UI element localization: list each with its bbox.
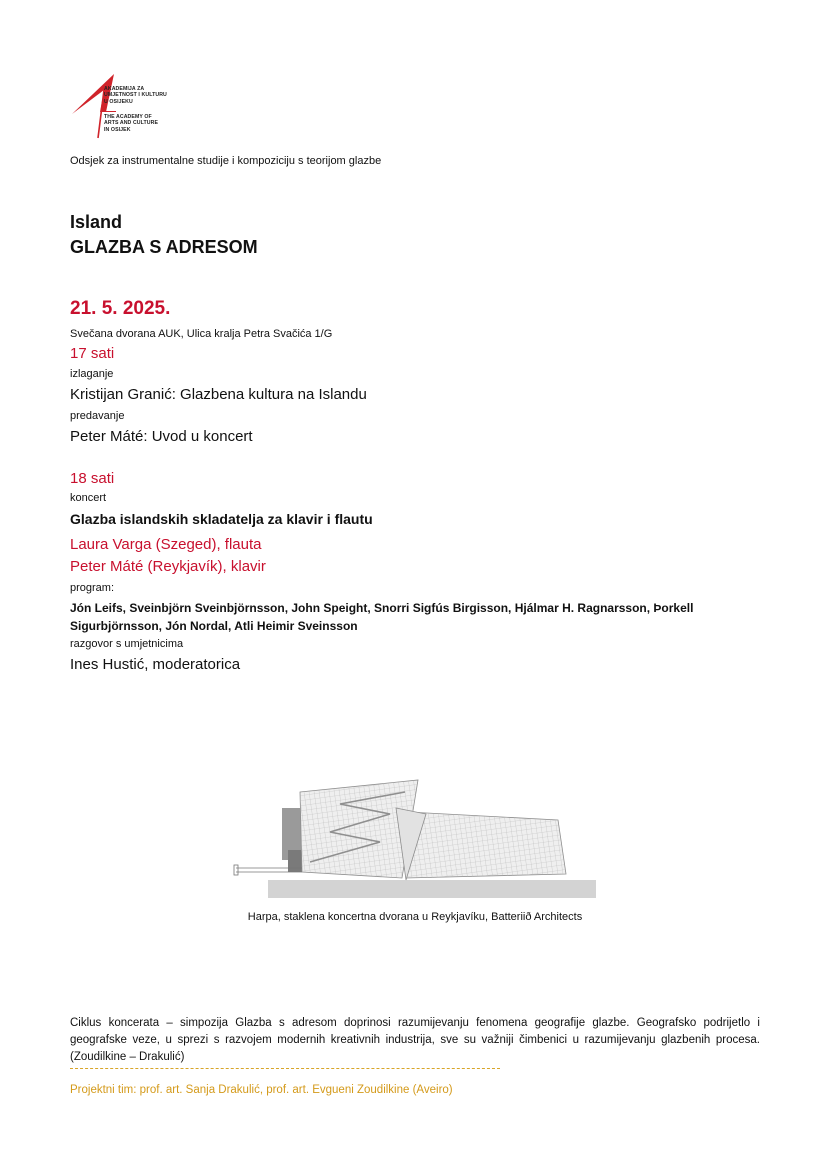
harpa-building-illustration <box>230 770 600 905</box>
label-izlaganje: izlaganje <box>70 368 114 380</box>
dashed-divider <box>70 1068 500 1069</box>
label-predavanje: predavanje <box>70 410 125 422</box>
logo-divider <box>104 111 116 112</box>
event-date: 21. 5. 2025. <box>70 298 171 319</box>
image-caption: Harpa, staklena koncertna dvorana u Reykjavíku, Batteriið Architects <box>247 911 583 923</box>
program-composers: Jón Leifs, Sveinbjörn Sveinbjörnsson, John Speight, Snorri Sigfús Birgisson, Hjálmar H. Ragnarsson, Þorkell Sigurbjörnsson, Jón Nordal, Atli Heimir Sveinsson <box>70 601 694 633</box>
concert-title: Glazba islandskih skladatelja za klavir i flautu <box>70 511 373 527</box>
event-venue: Svečana dvorana AUK, Ulica kralja Petra Svačića 1/G <box>70 328 333 340</box>
project-team: Projektni tim: prof. art. Sanja Drakulić, prof. art. Evgueni Zoudilkine (Aveiro) <box>70 1084 453 1096</box>
department: Odsjek za instrumentalne studije i kompoziciju s teorijom glazbe <box>70 155 382 167</box>
talk-granic: Kristijan Granić: Glazbena kultura na Islandu <box>70 386 367 403</box>
time-18: 18 sati <box>70 470 115 487</box>
talk-mate: Peter Máté: Uvod u koncert <box>70 428 253 445</box>
time-17: 17 sati <box>70 345 115 362</box>
title-country: Island <box>70 212 123 232</box>
label-razgovor: razgovor s umjetnicima <box>70 638 184 650</box>
performer-piano: Peter Máté (Reykjavík), klavir <box>70 558 266 575</box>
label-program: program: <box>70 582 115 594</box>
cycle-description: Ciklus koncerata – simpozija Glazba s adresom doprinosi razumijevanju fenomena geografije glazbe. Geografsko podrijetlo i geografske veze, u sprezi s razvojem modernih kreativnih industrija, sve su važniji čimbenici u razumijevanju glazbenih procesa. (Zoudilkine – Drakulić) <box>70 1017 760 1063</box>
label-koncert: koncert <box>70 492 107 504</box>
logo-text-hr: AKADEMIJA ZA UMJETNOST I KULTURU U OSIJEKU <box>104 86 167 105</box>
title-series: GLAZBA S ADRESOM <box>70 237 258 257</box>
performer-flute: Laura Varga (Szeged), flauta <box>70 536 262 553</box>
moderator: Ines Hustić, moderatorica <box>70 656 241 673</box>
logo-text-en: THE ACADEMY OF ARTS AND CULTURE IN OSIJEK <box>104 114 159 133</box>
